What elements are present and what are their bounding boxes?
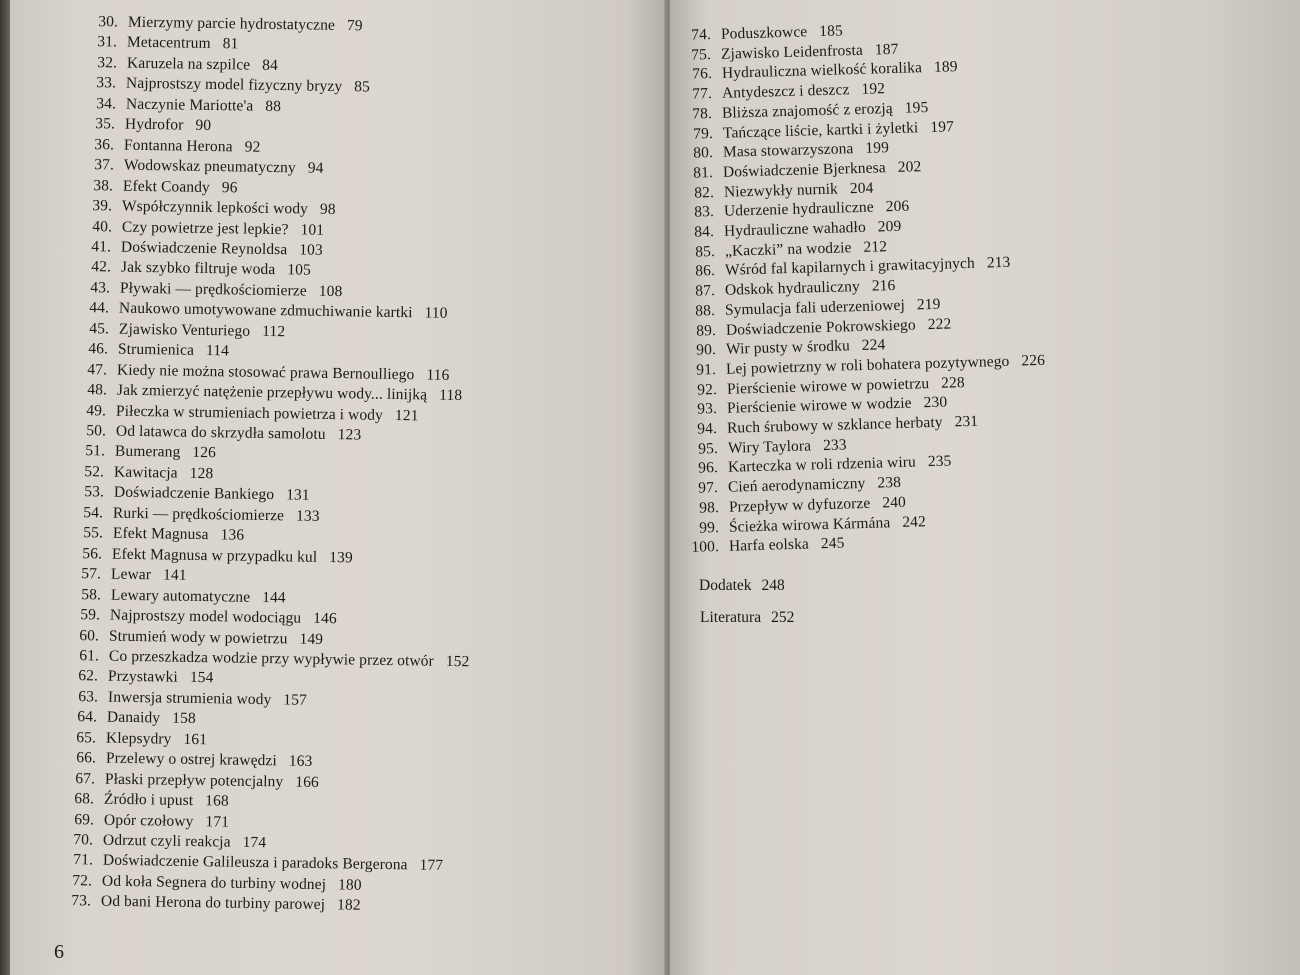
toc-entry-title: Efekt Coandy [122, 177, 211, 196]
toc-entry-number: 30. [98, 13, 119, 31]
toc-entry-title: Wodowskaz pneumatyczny [123, 156, 296, 177]
toc-entry-number: 97. [698, 479, 719, 497]
toc-entry-number: 45. [88, 319, 109, 338]
toc-entry-number: 82. [693, 183, 714, 202]
toc-entry [67, 708, 196, 728]
toc-entry [84, 156, 324, 178]
toc-entry-number: 60. [79, 626, 100, 644]
toc-entry-number: 68. [74, 790, 95, 808]
toc-entry [80, 279, 343, 301]
toc-entry-title: Danaidy [106, 708, 161, 727]
toc-entry-page: 158 [171, 709, 196, 728]
toc-entry-title: Zjawisko Leidenfrosta [721, 41, 864, 63]
toc-entry [70, 606, 337, 628]
page-number: 6 [54, 941, 64, 963]
toc-entry-title: Niezwykły nurnik [723, 180, 838, 201]
toc-entry-title: Hydrauliczne wahadło [723, 218, 867, 240]
toc-entry-number: 61. [78, 647, 99, 665]
toc-entry-page: 189 [933, 58, 958, 77]
toc-entry-title: Bumerang [114, 443, 181, 462]
toc-entry-number: 94. [697, 420, 718, 438]
toc-entry-title: Płaski przepływ potencjalny [104, 770, 284, 791]
toc-entry-page: 204 [849, 179, 874, 197]
toc-entry-page: 146 [313, 609, 337, 628]
toc-entry-title: Fontanna Herona [124, 136, 234, 156]
toc-entry-title: Doświadczenie Galileusza i paradoks Bergerona [102, 852, 408, 874]
toc-entry-page: 185 [819, 22, 844, 41]
toc-entry-page: 79 [346, 17, 363, 35]
toc-entry-title: Odrzut czyli reakcja [103, 831, 231, 851]
toc-entry [64, 790, 229, 811]
toc-entry [86, 74, 370, 96]
toc-entry [69, 627, 323, 649]
toc-entry-title: Źródło i upust [104, 790, 194, 810]
toc-right-column [670, 0, 1300, 975]
toc-entry [72, 545, 353, 567]
toc-entry-title: Inwersja strumienia wody [107, 688, 272, 709]
toc-entry-title: Lej powietrzny w roli bohatera pozytywnego [726, 352, 1011, 378]
toc-entry-page: 94 [307, 159, 324, 177]
toc-entry-page: 90 [195, 116, 212, 135]
toc-entry [85, 115, 211, 135]
toc-entry-page: 182 [337, 896, 362, 915]
toc-entry-page: 213 [986, 254, 1011, 272]
toc-entry-number: 70. [73, 831, 94, 849]
toc-entry-page: 199 [865, 139, 890, 157]
toc-entry-title: Wśród fal kapilarnych i grawitacyjnych [724, 255, 975, 280]
toc-entry-title: Hydrofor [124, 115, 184, 134]
toc-entry-title: Jak zmierzyć natężenie przepływu wody... linijką [116, 381, 428, 404]
toc-entry-title: Cień aerodynamiczny [728, 475, 866, 496]
toc-entry-page: 118 [438, 386, 463, 405]
toc-entry [71, 565, 187, 585]
toc-entry-page: 216 [871, 277, 896, 295]
toc-entry-page: 206 [885, 197, 910, 216]
toc-entry-title: Naukowo umotywowane zdmuchiwanie kartki [119, 299, 414, 322]
toc-entry-title: Poduszkowce [720, 23, 808, 43]
toc-entry-number: 58. [80, 585, 101, 604]
toc-entry-title: Klepsydry [106, 729, 172, 748]
appendix-title: Dodatek [699, 577, 752, 594]
toc-entry [685, 535, 845, 557]
toc-entry-page: 238 [877, 474, 902, 492]
toc-entry-title: Mierzymy parcie hydrostatyczne [127, 13, 336, 34]
toc-entry [66, 729, 207, 749]
toc-entry-title: Ścieżka wirowa Kármána [728, 513, 891, 536]
toc-entry-number: 93. [697, 400, 718, 418]
toc-entry-page: 192 [861, 80, 886, 98]
toc-entry-title: Harfa eolska [729, 535, 810, 555]
toc-entry [68, 667, 214, 687]
toc-entry [74, 463, 214, 483]
toc-entry-page: 157 [282, 691, 307, 709]
toc-entry-page: 177 [419, 857, 443, 875]
toc-entry-number: 41. [91, 238, 112, 256]
toc-entry-page: 116 [426, 366, 450, 384]
toc-entry-page: 103 [299, 241, 324, 259]
toc-entry-page: 187 [874, 40, 900, 59]
toc-entry-page: 228 [940, 373, 965, 392]
toc-entry [72, 524, 243, 545]
toc-entry-title: Przelewy o ostrej krawędzi [105, 749, 277, 770]
toc-entry-number: 48. [87, 381, 107, 399]
toc-entry-title: Antydeszcz i deszcz [721, 81, 850, 102]
toc-entry-number: 43. [90, 279, 111, 297]
toc-entry-title: Hydrauliczna wielkość koralika [721, 59, 922, 83]
toc-entry-number: 88. [695, 301, 716, 320]
toc-entry [75, 442, 216, 462]
toc-entry-title: Karteczka w roli rdzenia wiru [727, 453, 917, 477]
toc-entry-title: Wiry Taylora [727, 437, 812, 457]
toc-entry-number: 84. [694, 223, 715, 241]
toc-entry-number: 34. [95, 94, 116, 113]
toc-entry-title: Efekt Magnusa w przypadku kul [111, 545, 318, 566]
toc-entry [87, 54, 278, 75]
toc-entry [63, 831, 266, 852]
toc-entry-number: 100. [691, 538, 720, 557]
toc-entry-page: 136 [219, 526, 244, 544]
appendix-entry [700, 609, 794, 627]
toc-entry-page: 212 [862, 237, 887, 256]
toc-entry-page: 121 [395, 406, 419, 424]
toc-entry-number: 44. [89, 299, 110, 317]
toc-entry-title: Tańczące liście, kartki i żyletki [722, 118, 919, 142]
toc-entry-page: 105 [286, 261, 311, 280]
toc-entry-page: 126 [192, 444, 217, 462]
toc-entry-page: 112 [261, 322, 285, 340]
toc-entry-title: Doświadczenie Bankiego [113, 483, 275, 504]
toc-entry [70, 586, 285, 607]
toc-entry-page: 81 [222, 35, 239, 53]
toc-entry-number: 35. [95, 115, 116, 133]
toc-entry-page: 149 [299, 630, 324, 648]
toc-entry [78, 340, 229, 360]
toc-entry-number: 90. [696, 341, 717, 359]
toc-entry-page: 202 [897, 158, 922, 176]
toc-entry-number: 32. [96, 54, 117, 72]
toc-entry-page: 108 [318, 282, 343, 300]
toc-entry-title: Doświadczenie Pokrowskiego [725, 315, 916, 339]
toc-left-column [10, 0, 666, 975]
toc-entry-page: 141 [163, 566, 188, 584]
toc-entry-number: 91. [696, 360, 717, 379]
left-page [10, 0, 666, 975]
toc-entry-title: Odskok hydrauliczny [724, 278, 861, 299]
toc-entry-title: Naczynie Mariotte'a [125, 95, 253, 115]
toc-entry-title: Kawitacja [114, 463, 179, 482]
toc-entry [79, 299, 448, 323]
toc-entry-page: 171 [205, 812, 229, 831]
toc-entry-title: Strumień wody w powietrzu [109, 627, 289, 647]
toc-entry-number: 71. [72, 851, 93, 869]
toc-entry-number: 37. [93, 156, 114, 174]
toc-entry-page: 96 [221, 178, 238, 197]
toc-entry-number: 56. [82, 544, 103, 563]
appendix-page: 248 [761, 577, 785, 594]
toc-entry-title: Opór czołowy [103, 811, 194, 830]
toc-entry-number: 62. [78, 667, 99, 685]
toc-entry-page: 242 [902, 512, 927, 531]
toc-entry [61, 892, 361, 915]
toc-entry-page: 168 [205, 792, 230, 810]
toc-entry [65, 770, 319, 792]
toc-entry-number: 66. [75, 749, 96, 767]
toc-entry [85, 95, 280, 116]
toc-entry-page: 110 [424, 304, 448, 323]
toc-entry-number: 96. [698, 459, 719, 477]
toc-entry-title: Współczynnik lepkości wody [122, 197, 309, 218]
toc-entry-page: 166 [295, 773, 320, 791]
toc-entry [75, 422, 361, 444]
toc-entry-number: 57. [81, 565, 102, 583]
toc-entry-number: 46. [88, 340, 109, 358]
toc-entry-title: Pierścienie wirowe w wodzie [726, 394, 912, 418]
toc-entry-title: Strumienica [117, 340, 195, 360]
toc-entry [677, 22, 843, 45]
toc-entry [73, 504, 320, 526]
toc-entry-number: 31. [97, 33, 118, 51]
toc-entry-title: Metacentrum [127, 34, 212, 53]
toc-entry-number: 80. [692, 144, 714, 162]
toc-entry-title: Czy powietrze jest lepkie? [121, 218, 289, 238]
toc-entry-page: 84 [261, 56, 278, 74]
toc-entry-page: 240 [881, 493, 906, 512]
toc-entry-title: Najprostszy model fizyczny bryzy [125, 74, 343, 96]
toc-entry-number: 77. [692, 85, 713, 103]
toc-entry-number: 63. [77, 688, 98, 706]
toc-entry-page: 174 [242, 833, 267, 852]
toc-entry-title: „Kaczki” na wodzie [724, 238, 852, 260]
toc-entry-number: 89. [695, 321, 717, 340]
toc-entry-page: 85 [354, 78, 371, 96]
toc-entry-title: Kiedy nie można stosować prawa Bernoulliego [117, 361, 415, 383]
toc-entry-page: 101 [300, 220, 325, 239]
toc-entry-title: Przystawki [108, 668, 179, 687]
toc-entry [83, 177, 238, 197]
toc-entry-title: Pływaki — prędkościomierze [119, 279, 307, 300]
toc-entry-title: Masa stowarzyszona [722, 140, 854, 161]
toc-entry-page: 222 [927, 314, 952, 333]
toc-entry-number: 72. [72, 872, 93, 890]
toc-entry-page: 154 [189, 669, 214, 687]
toc-entry-number: 83. [693, 203, 715, 221]
toc-entry [64, 811, 229, 832]
toc-entry-title: Jak szybko filtruje woda [120, 259, 276, 279]
toc-entry-number: 33. [96, 74, 117, 92]
toc-entry-number: 42. [90, 258, 111, 276]
toc-entry-title: Od koła Segnera do turbiny wodnej [101, 872, 327, 894]
toc-entry-number: 87. [695, 282, 716, 300]
toc-entry-page: 180 [337, 876, 362, 894]
toc-entry-title: Lewar [111, 565, 152, 584]
toc-entry [67, 688, 306, 710]
toc-entry-number: 47. [87, 360, 108, 379]
toc-entry-page: 195 [904, 98, 929, 117]
toc-entry-number: 49. [86, 401, 107, 420]
toc-entry [82, 218, 324, 240]
toc-entry [74, 483, 310, 505]
toc-entry-page: 98 [320, 200, 337, 219]
toc-entry-number: 53. [83, 483, 104, 501]
toc-entry [77, 381, 462, 405]
toc-entry-page: 163 [288, 752, 313, 771]
toc-entry-number: 55. [82, 524, 103, 542]
toc-entry-number: 86. [694, 262, 716, 280]
toc-entry-number: 39. [92, 197, 113, 215]
toc-entry-title: Efekt Magnusa [112, 524, 209, 544]
toc-entry-number: 78. [692, 104, 713, 123]
toc-entry-number: 36. [94, 135, 115, 154]
toc-entry-title: Karuzela na szpilce [126, 54, 251, 74]
toc-entry-page: 224 [861, 336, 886, 355]
toc-entry-number: 73. [71, 892, 92, 910]
toc-entry-number: 81. [693, 163, 714, 182]
toc-entry-page: 197 [929, 117, 954, 136]
toc-entry-number: 64. [77, 708, 98, 726]
left-edge-shadow [0, 0, 10, 975]
toc-entry-title: Od bani Herona do turbiny parowej [101, 892, 326, 914]
toc-entry-number: 98. [698, 498, 719, 517]
toc-entry-page: 92 [244, 138, 261, 156]
toc-entry-title: Rurki — prędkościomierze [112, 504, 285, 525]
appendix-entry [699, 577, 785, 595]
toc-entry-title: Od latawca do skrzydła samolotu [115, 422, 326, 443]
toc-entry [81, 238, 323, 260]
toc-entry-title: Wir pusty w środku [725, 337, 851, 358]
toc-entry-page: 152 [445, 652, 470, 671]
toc-entry-number: 54. [83, 503, 104, 522]
toc-entry-number: 79. [692, 124, 713, 143]
toc-entry-page: 133 [296, 507, 320, 525]
toc-entry-title: Doświadczenie Reynoldsa [121, 238, 288, 259]
toc-entry-number: 40. [91, 217, 112, 235]
toc-entry-number: 76. [691, 65, 712, 83]
toc-entry-page: 88 [264, 97, 281, 115]
toc-entry-page: 209 [877, 217, 902, 236]
toc-entry-number: 74. [691, 26, 712, 44]
toc-entry-title: Co przeszkadza wodzie przy wypływie przez otwór [108, 647, 434, 670]
toc-entry-page: 219 [917, 295, 942, 314]
toc-entry-page: 161 [183, 730, 208, 748]
toc-entry-title: Lewary automatyczne [110, 586, 250, 606]
toc-entry [80, 258, 310, 280]
toc-entry-number: 51. [85, 442, 106, 460]
toc-entry-title: Zjawisko Venturiego [118, 320, 251, 340]
toc-entry-number: 50. [85, 422, 106, 440]
toc-entry-number: 67. [75, 769, 96, 788]
toc-entry-number: 69. [73, 810, 94, 829]
toc-entry-number: 85. [694, 242, 715, 261]
toc-entry-page: 226 [1021, 351, 1046, 370]
toc-entry [87, 33, 239, 53]
toc-entry-number: 38. [93, 176, 114, 195]
toc-entry-page: 114 [205, 342, 230, 360]
toc-entry-page: 231 [954, 412, 979, 431]
toc-entry [88, 13, 363, 35]
toc-entry-number: 52. [84, 463, 105, 481]
toc-entry-title: Ruch śrubowy w szklance herbaty [727, 413, 944, 437]
toc-entry-number: 92. [696, 380, 717, 399]
toc-entry [66, 749, 313, 771]
toc-entry-number: 59. [80, 606, 101, 624]
appendix-page: 252 [771, 609, 795, 626]
toc-entry-title: Bliższa znajomość z erozją [721, 99, 894, 122]
toc-entry-page: 233 [822, 436, 847, 454]
toc-entry-title: Doświadczenie Bjerknesa [722, 159, 887, 181]
toc-entry-number: 75. [691, 45, 712, 64]
toc-entry-page: 235 [927, 452, 952, 471]
toc-entry [62, 872, 362, 895]
toc-entry-page: 139 [328, 548, 353, 567]
appendix-title: Literatura [700, 609, 762, 626]
toc-entry-number: 65. [76, 728, 97, 747]
right-page [670, 0, 1300, 975]
toc-entry-title: Najprostszy model wodociągu [109, 606, 302, 627]
toc-entry [76, 402, 419, 425]
toc-entry-page: 131 [285, 486, 310, 505]
toc-entry-page: 123 [337, 426, 361, 444]
toc-entry-page: 245 [820, 534, 845, 553]
toc-entry [79, 320, 285, 341]
toc-entry-title: Symulacja fali uderzeniowej [725, 296, 906, 319]
toc-entry-number: 99. [699, 518, 720, 537]
toc-entry-page: 230 [923, 393, 948, 412]
toc-entry-title: Piłeczka w strumieniach powietrza i wody [116, 402, 384, 424]
toc-entry-page: 128 [189, 464, 214, 483]
toc-entry-title: Przepływ w dyfuzorze [728, 494, 871, 516]
toc-entry [82, 197, 336, 219]
toc-entry-title: Uderzenie hydrauliczne [723, 198, 874, 221]
toc-entry-number: 95. [697, 439, 718, 458]
toc-entry-title: Pierścienie wirowe w powietrzu [726, 374, 930, 398]
toc-entry [62, 851, 442, 875]
toc-entry-page: 144 [261, 588, 286, 606]
toc-entry [84, 136, 261, 157]
